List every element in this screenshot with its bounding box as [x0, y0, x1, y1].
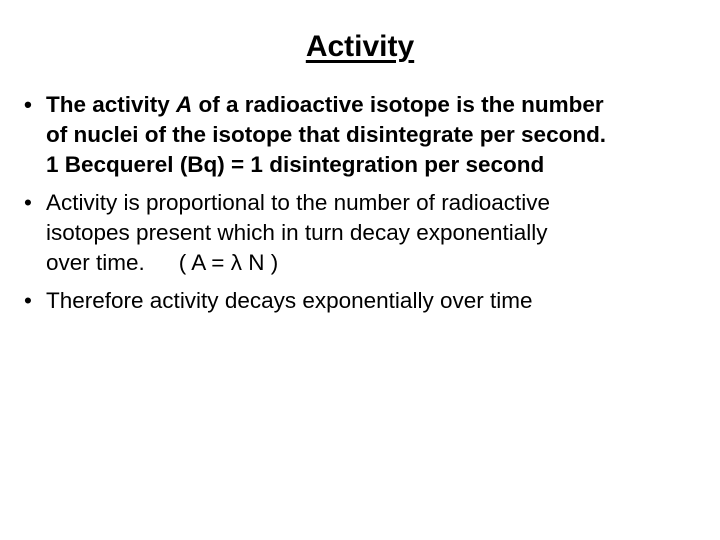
- bullet-line: • Activity is proportional to the number of radioactive: [46, 190, 550, 215]
- text-run: The activity: [46, 92, 177, 117]
- bullet-line: [46, 90, 704, 120]
- bullet-item-conclusion: [24, 286, 704, 316]
- bullet-line: • Therefore activity decays exponentially over time: [46, 288, 533, 313]
- bullet-list: [24, 90, 704, 324]
- slide-title-text: Activity: [305, 30, 415, 63]
- bullet-line: 1 Becquerel (Bq) = 1 disintegration per second: [46, 152, 545, 177]
- activity-symbol: A: [176, 92, 193, 117]
- bullet-line: isotopes present which in turn decay exponentially: [46, 220, 548, 245]
- text-run: over time.: [46, 250, 145, 275]
- text-run: of a radioactive isotope is the number: [192, 92, 604, 117]
- bullet-line: of nuclei of the isotope that disintegrate per second.: [46, 122, 607, 147]
- bullet-line: [46, 248, 704, 278]
- slide-title: [0, 30, 720, 64]
- bullet-item-activity-definition: [24, 90, 704, 180]
- bullet-item-proportionality: [24, 188, 704, 278]
- activity-formula: ( A = λ N ): [178, 250, 279, 275]
